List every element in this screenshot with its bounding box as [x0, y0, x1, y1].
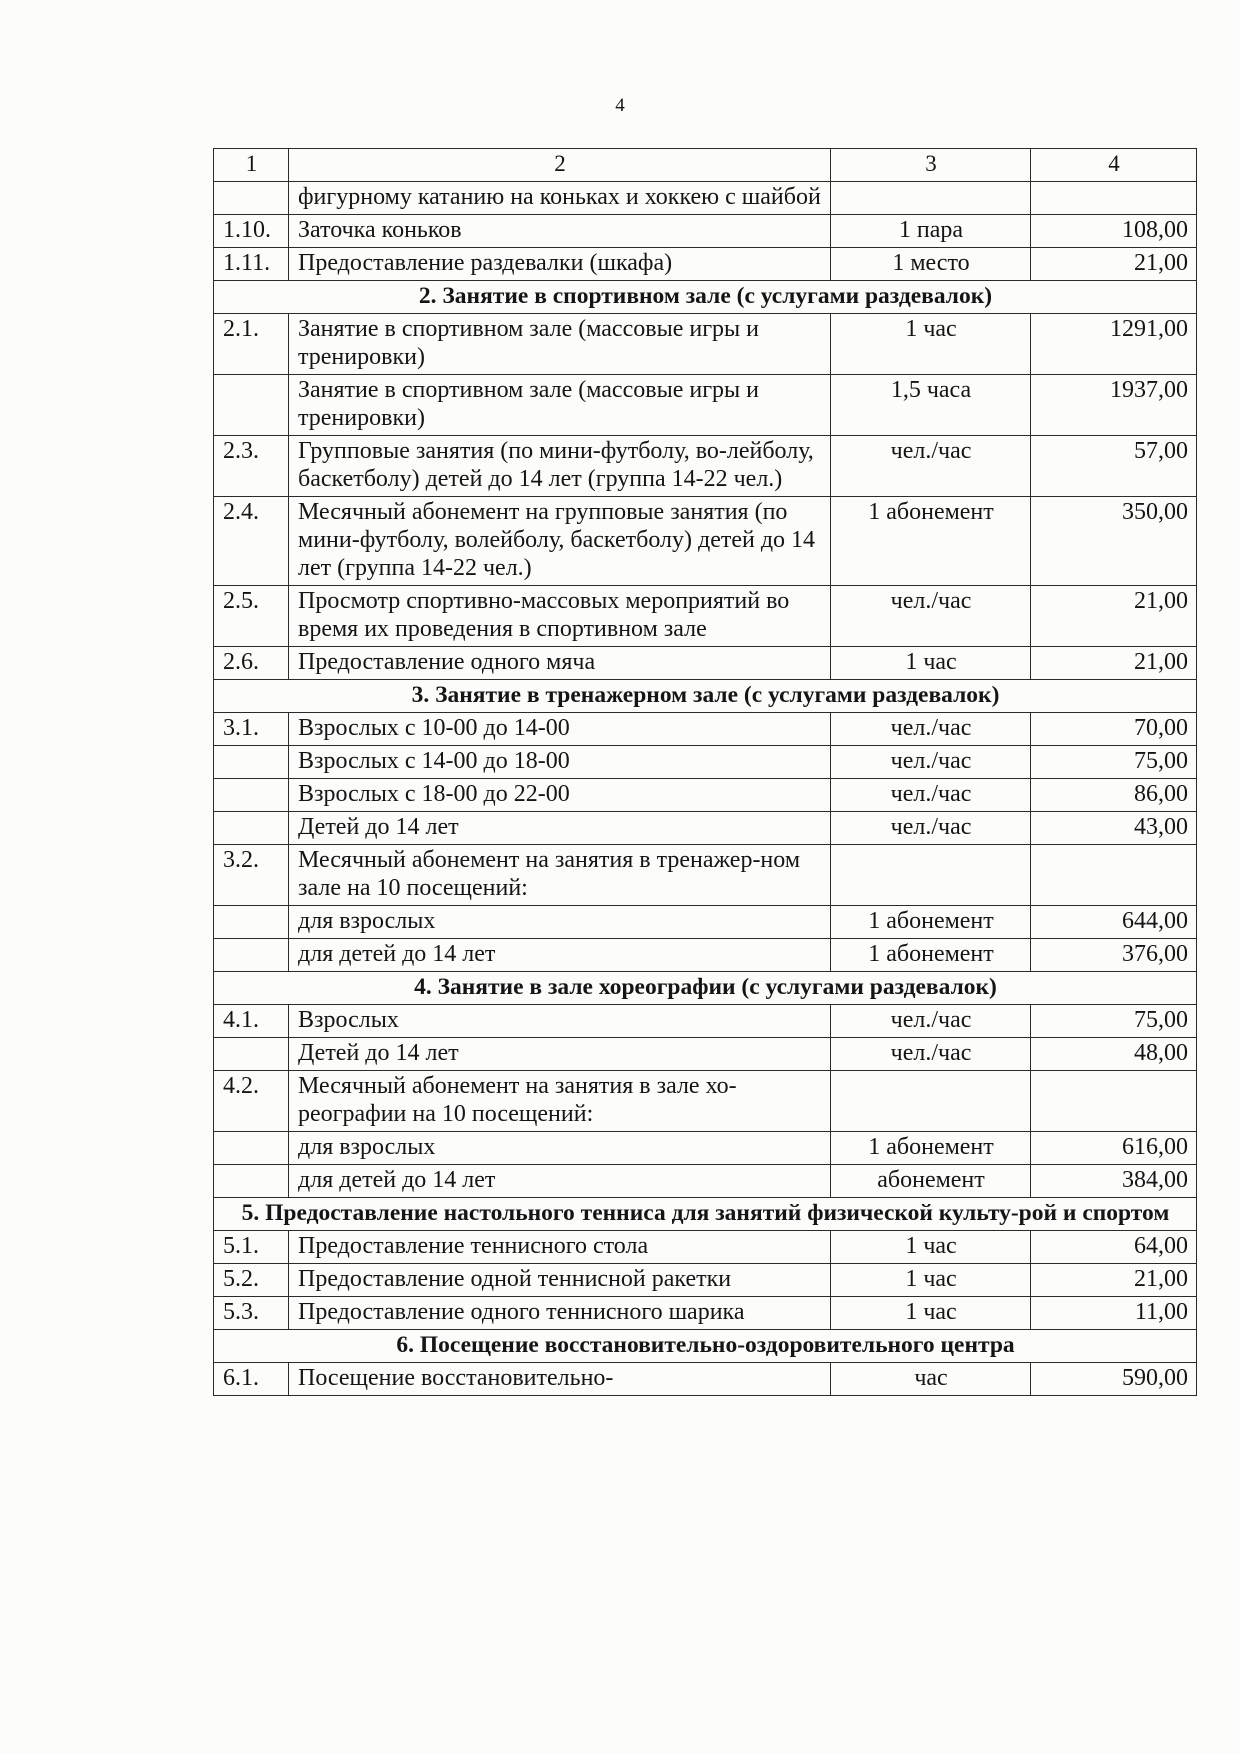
table-row: [214, 1165, 1197, 1198]
service-name: Предоставление одного теннисного шарика: [289, 1297, 831, 1330]
service-price: 590,00: [1031, 1363, 1197, 1396]
table-row: [214, 1297, 1197, 1330]
section-heading-row: [214, 1198, 1197, 1231]
service-unit: чел./час: [831, 436, 1031, 497]
service-name: Занятие в спортивном зале (массовые игры и тренировки): [289, 375, 831, 436]
service-name: Предоставление теннисного стола: [289, 1231, 831, 1264]
service-unit: чел./час: [831, 586, 1031, 647]
service-price: 48,00: [1031, 1038, 1197, 1071]
service-name: фигурному катанию на коньках и хоккею с шайбой: [289, 182, 831, 215]
service-unit: 1,5 часа: [831, 375, 1031, 436]
service-price: [1031, 182, 1197, 215]
service-name: Месячный абонемент на занятия в тренажер-ном зале на 10 посещений:: [289, 845, 831, 906]
row-number: 3.2.: [214, 845, 289, 906]
row-number: 1.11.: [214, 248, 289, 281]
row-number: 6.1.: [214, 1363, 289, 1396]
service-unit: 1 час: [831, 647, 1031, 680]
service-price: 11,00: [1031, 1297, 1197, 1330]
table-row: [214, 497, 1197, 586]
header-cell-4: 4: [1031, 149, 1197, 182]
service-unit: 1 место: [831, 248, 1031, 281]
table-row: [214, 1038, 1197, 1071]
service-name: для детей до 14 лет: [289, 1165, 831, 1198]
service-name: Взрослых с 18-00 до 22-00: [289, 779, 831, 812]
table-row: [214, 314, 1197, 375]
row-number: 4.2.: [214, 1071, 289, 1132]
service-name: Детей до 14 лет: [289, 812, 831, 845]
service-price: 1291,00: [1031, 314, 1197, 375]
service-name: Заточка коньков: [289, 215, 831, 248]
row-number: 5.3.: [214, 1297, 289, 1330]
service-unit: 1 час: [831, 1231, 1031, 1264]
row-number: [214, 1132, 289, 1165]
section-heading-row: [214, 1330, 1197, 1363]
service-price: [1031, 845, 1197, 906]
table-row: [214, 906, 1197, 939]
table-row: [214, 436, 1197, 497]
service-unit: чел./час: [831, 1038, 1031, 1071]
service-price: [1031, 1071, 1197, 1132]
service-name: Групповые занятия (по мини-футболу, во-лейболу, баскетболу) детей до 14 лет (группа 14-22 чел.): [289, 436, 831, 497]
service-price: 75,00: [1031, 1005, 1197, 1038]
service-unit: 1 час: [831, 1264, 1031, 1297]
service-price: 376,00: [1031, 939, 1197, 972]
row-number: [214, 182, 289, 215]
table-header-row: [214, 149, 1197, 182]
service-price: 70,00: [1031, 713, 1197, 746]
table-row: [214, 586, 1197, 647]
page-number: 4: [615, 95, 625, 116]
service-unit: чел./час: [831, 1005, 1031, 1038]
section-title: 3. Занятие в тренажерном зале (с услугами раздевалок): [214, 680, 1197, 713]
service-unit: 1 пара: [831, 215, 1031, 248]
service-unit: 1 абонемент: [831, 939, 1031, 972]
table-row: [214, 1264, 1197, 1297]
row-number: [214, 812, 289, 845]
service-name: Предоставление одного мяча: [289, 647, 831, 680]
row-number: 2.4.: [214, 497, 289, 586]
service-unit: чел./час: [831, 812, 1031, 845]
service-price: 21,00: [1031, 1264, 1197, 1297]
section-title: 5. Предоставление настольного тенниса для занятий физической культу-рой и спортом: [214, 1198, 1197, 1231]
service-price: 384,00: [1031, 1165, 1197, 1198]
service-price: 21,00: [1031, 586, 1197, 647]
service-name: для взрослых: [289, 906, 831, 939]
table-row: [214, 375, 1197, 436]
row-number: 2.1.: [214, 314, 289, 375]
table-row: [214, 647, 1197, 680]
service-price: 644,00: [1031, 906, 1197, 939]
table-row: [214, 1005, 1197, 1038]
row-number: 3.1.: [214, 713, 289, 746]
service-unit: абонемент: [831, 1165, 1031, 1198]
row-number: 1.10.: [214, 215, 289, 248]
price-list-table: [213, 148, 1197, 1396]
row-number: [214, 746, 289, 779]
table-row: [214, 1363, 1197, 1396]
service-unit: [831, 845, 1031, 906]
service-name: Взрослых: [289, 1005, 831, 1038]
service-unit: 1 абонемент: [831, 497, 1031, 586]
row-number: 4.1.: [214, 1005, 289, 1038]
section-heading-row: [214, 281, 1197, 314]
service-name: Посещение восстановительно-: [289, 1363, 831, 1396]
service-name: Месячный абонемент на групповые занятия (по мини-футболу, волейболу, баскетболу) детей до 14 лет (группа 14-22 чел.): [289, 497, 831, 586]
row-number: 2.6.: [214, 647, 289, 680]
header-cell-1: 1: [214, 149, 289, 182]
service-name: Взрослых с 14-00 до 18-00: [289, 746, 831, 779]
row-number: 2.3.: [214, 436, 289, 497]
service-unit: [831, 182, 1031, 215]
service-unit: час: [831, 1363, 1031, 1396]
table-row: [214, 1231, 1197, 1264]
service-name: Взрослых с 10-00 до 14-00: [289, 713, 831, 746]
header-cell-2: 2: [289, 149, 831, 182]
row-number: 5.1.: [214, 1231, 289, 1264]
row-number: [214, 779, 289, 812]
table-row: [214, 779, 1197, 812]
table-row: [214, 215, 1197, 248]
service-price: 616,00: [1031, 1132, 1197, 1165]
service-price: 350,00: [1031, 497, 1197, 586]
row-number: [214, 375, 289, 436]
service-price: 1937,00: [1031, 375, 1197, 436]
table-row: [214, 1132, 1197, 1165]
service-unit: чел./час: [831, 713, 1031, 746]
service-name: Занятие в спортивном зале (массовые игры и тренировки): [289, 314, 831, 375]
service-name: Детей до 14 лет: [289, 1038, 831, 1071]
row-number: [214, 906, 289, 939]
service-price: 43,00: [1031, 812, 1197, 845]
service-unit: 1 час: [831, 314, 1031, 375]
table-row: [214, 248, 1197, 281]
service-name: Предоставление раздевалки (шкафа): [289, 248, 831, 281]
row-number: [214, 1165, 289, 1198]
service-unit: [831, 1071, 1031, 1132]
section-title: 4. Занятие в зале хореографии (с услугами раздевалок): [214, 972, 1197, 1005]
table-row: [214, 182, 1197, 215]
row-number: 5.2.: [214, 1264, 289, 1297]
service-name: Просмотр спортивно-массовых мероприятий во время их проведения в спортивном зале: [289, 586, 831, 647]
service-name: для взрослых: [289, 1132, 831, 1165]
service-price: 21,00: [1031, 647, 1197, 680]
row-number: 2.5.: [214, 586, 289, 647]
section-heading-row: [214, 972, 1197, 1005]
section-heading-row: [214, 680, 1197, 713]
table-row: [214, 746, 1197, 779]
section-title: 2. Занятие в спортивном зале (с услугами раздевалок): [214, 281, 1197, 314]
service-price: 86,00: [1031, 779, 1197, 812]
section-title: 6. Посещение восстановительно-оздоровительного центра: [214, 1330, 1197, 1363]
service-unit: 1 абонемент: [831, 906, 1031, 939]
service-price: 64,00: [1031, 1231, 1197, 1264]
table-row: [214, 845, 1197, 906]
table-row: [214, 1071, 1197, 1132]
table-row: [214, 713, 1197, 746]
service-name: Предоставление одной теннисной ракетки: [289, 1264, 831, 1297]
row-number: [214, 939, 289, 972]
service-unit: 1 час: [831, 1297, 1031, 1330]
service-unit: чел./час: [831, 779, 1031, 812]
service-name: Месячный абонемент на занятия в зале хо-реографии на 10 посещений:: [289, 1071, 831, 1132]
row-number: [214, 1038, 289, 1071]
service-price: 75,00: [1031, 746, 1197, 779]
service-name: для детей до 14 лет: [289, 939, 831, 972]
table-row: [214, 939, 1197, 972]
table-row: [214, 812, 1197, 845]
service-price: 108,00: [1031, 215, 1197, 248]
service-price: 57,00: [1031, 436, 1197, 497]
service-unit: 1 абонемент: [831, 1132, 1031, 1165]
header-cell-3: 3: [831, 149, 1031, 182]
service-price: 21,00: [1031, 248, 1197, 281]
service-unit: чел./час: [831, 746, 1031, 779]
